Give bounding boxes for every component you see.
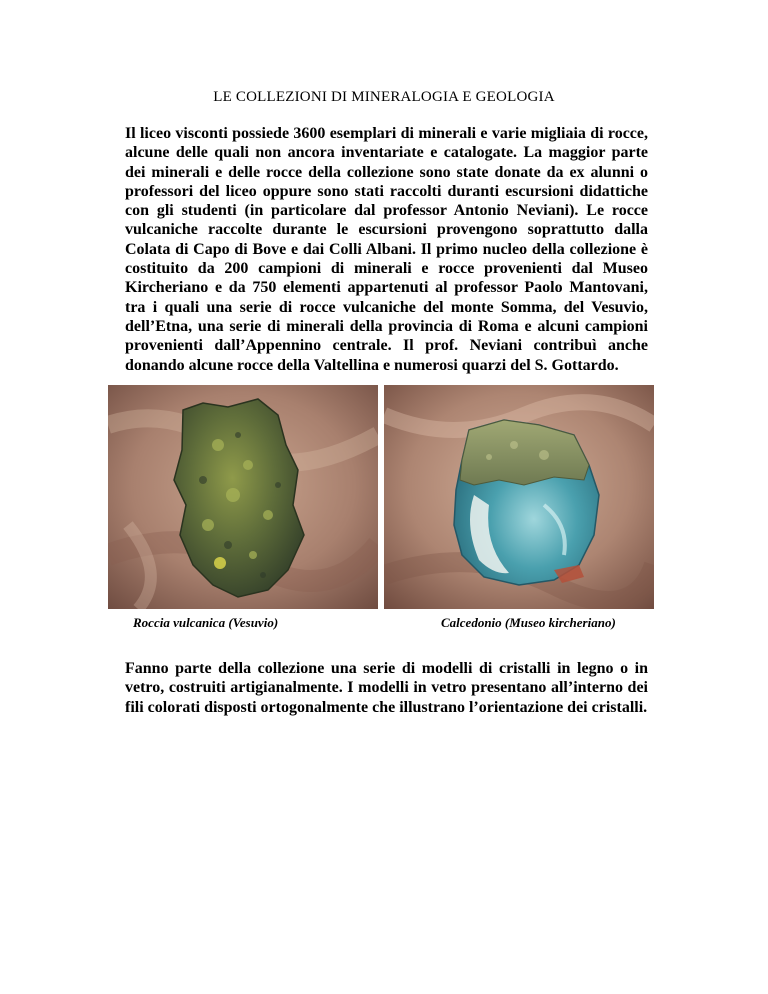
closing-paragraph: Fanno parte della collezione una serie di modelli di cristalli in legno o in vetro, costruiti artigianalmente. I modelli in vetro presentano all’interno dei fili colorati disposti ortogonalmente che illustrano l’orientazione dei cristalli. (125, 660, 648, 716)
intro-paragraph: Il liceo visconti possiede 3600 esemplari di minerali e varie migliaia di rocce, alcune delle quali non ancora inventariate e catalogate. La maggior parte dei minerali e delle rocce della collezione sono state donate da ex alunni o professori del liceo oppure sono stati raccolti duranti escursioni didattiche con gli studenti (in particolare dal professor Antonio Neviani). Le rocce vulcaniche raccolte durante le escursioni provengono soprattutto dalla Colata di Capo di Bove e dai Colli Albani. Il primo nucleo della collezione è costituito da 200 campioni di minerali e rocce provenienti dal Museo Kircheriano e da 750 elementi appartenuti al professor Paolo Mantovani, tra i quali una serie di rocce vulcaniche del monte Somma, del Vesuvio, dell’Etna, una serie di minerali della provincia di Roma e alcuni campioni provenienti dall’Appennino centrale. Il prof. Neviani contribuì anche donando alcune rocce della Valtellina e numerosi quarzi del S. Gottardo. (125, 125, 648, 374)
left-photo-caption: Roccia vulcanica (Vesuvio) (133, 615, 279, 630)
right-photo-caption: Calcedonio (Museo kircheriano) (441, 615, 616, 630)
volcanic-rock-photo (108, 385, 378, 609)
page-title: LE COLLEZIONI DI MINERALOGIA E GEOLOGIA (213, 89, 555, 105)
chalcedony-photo (384, 385, 654, 609)
